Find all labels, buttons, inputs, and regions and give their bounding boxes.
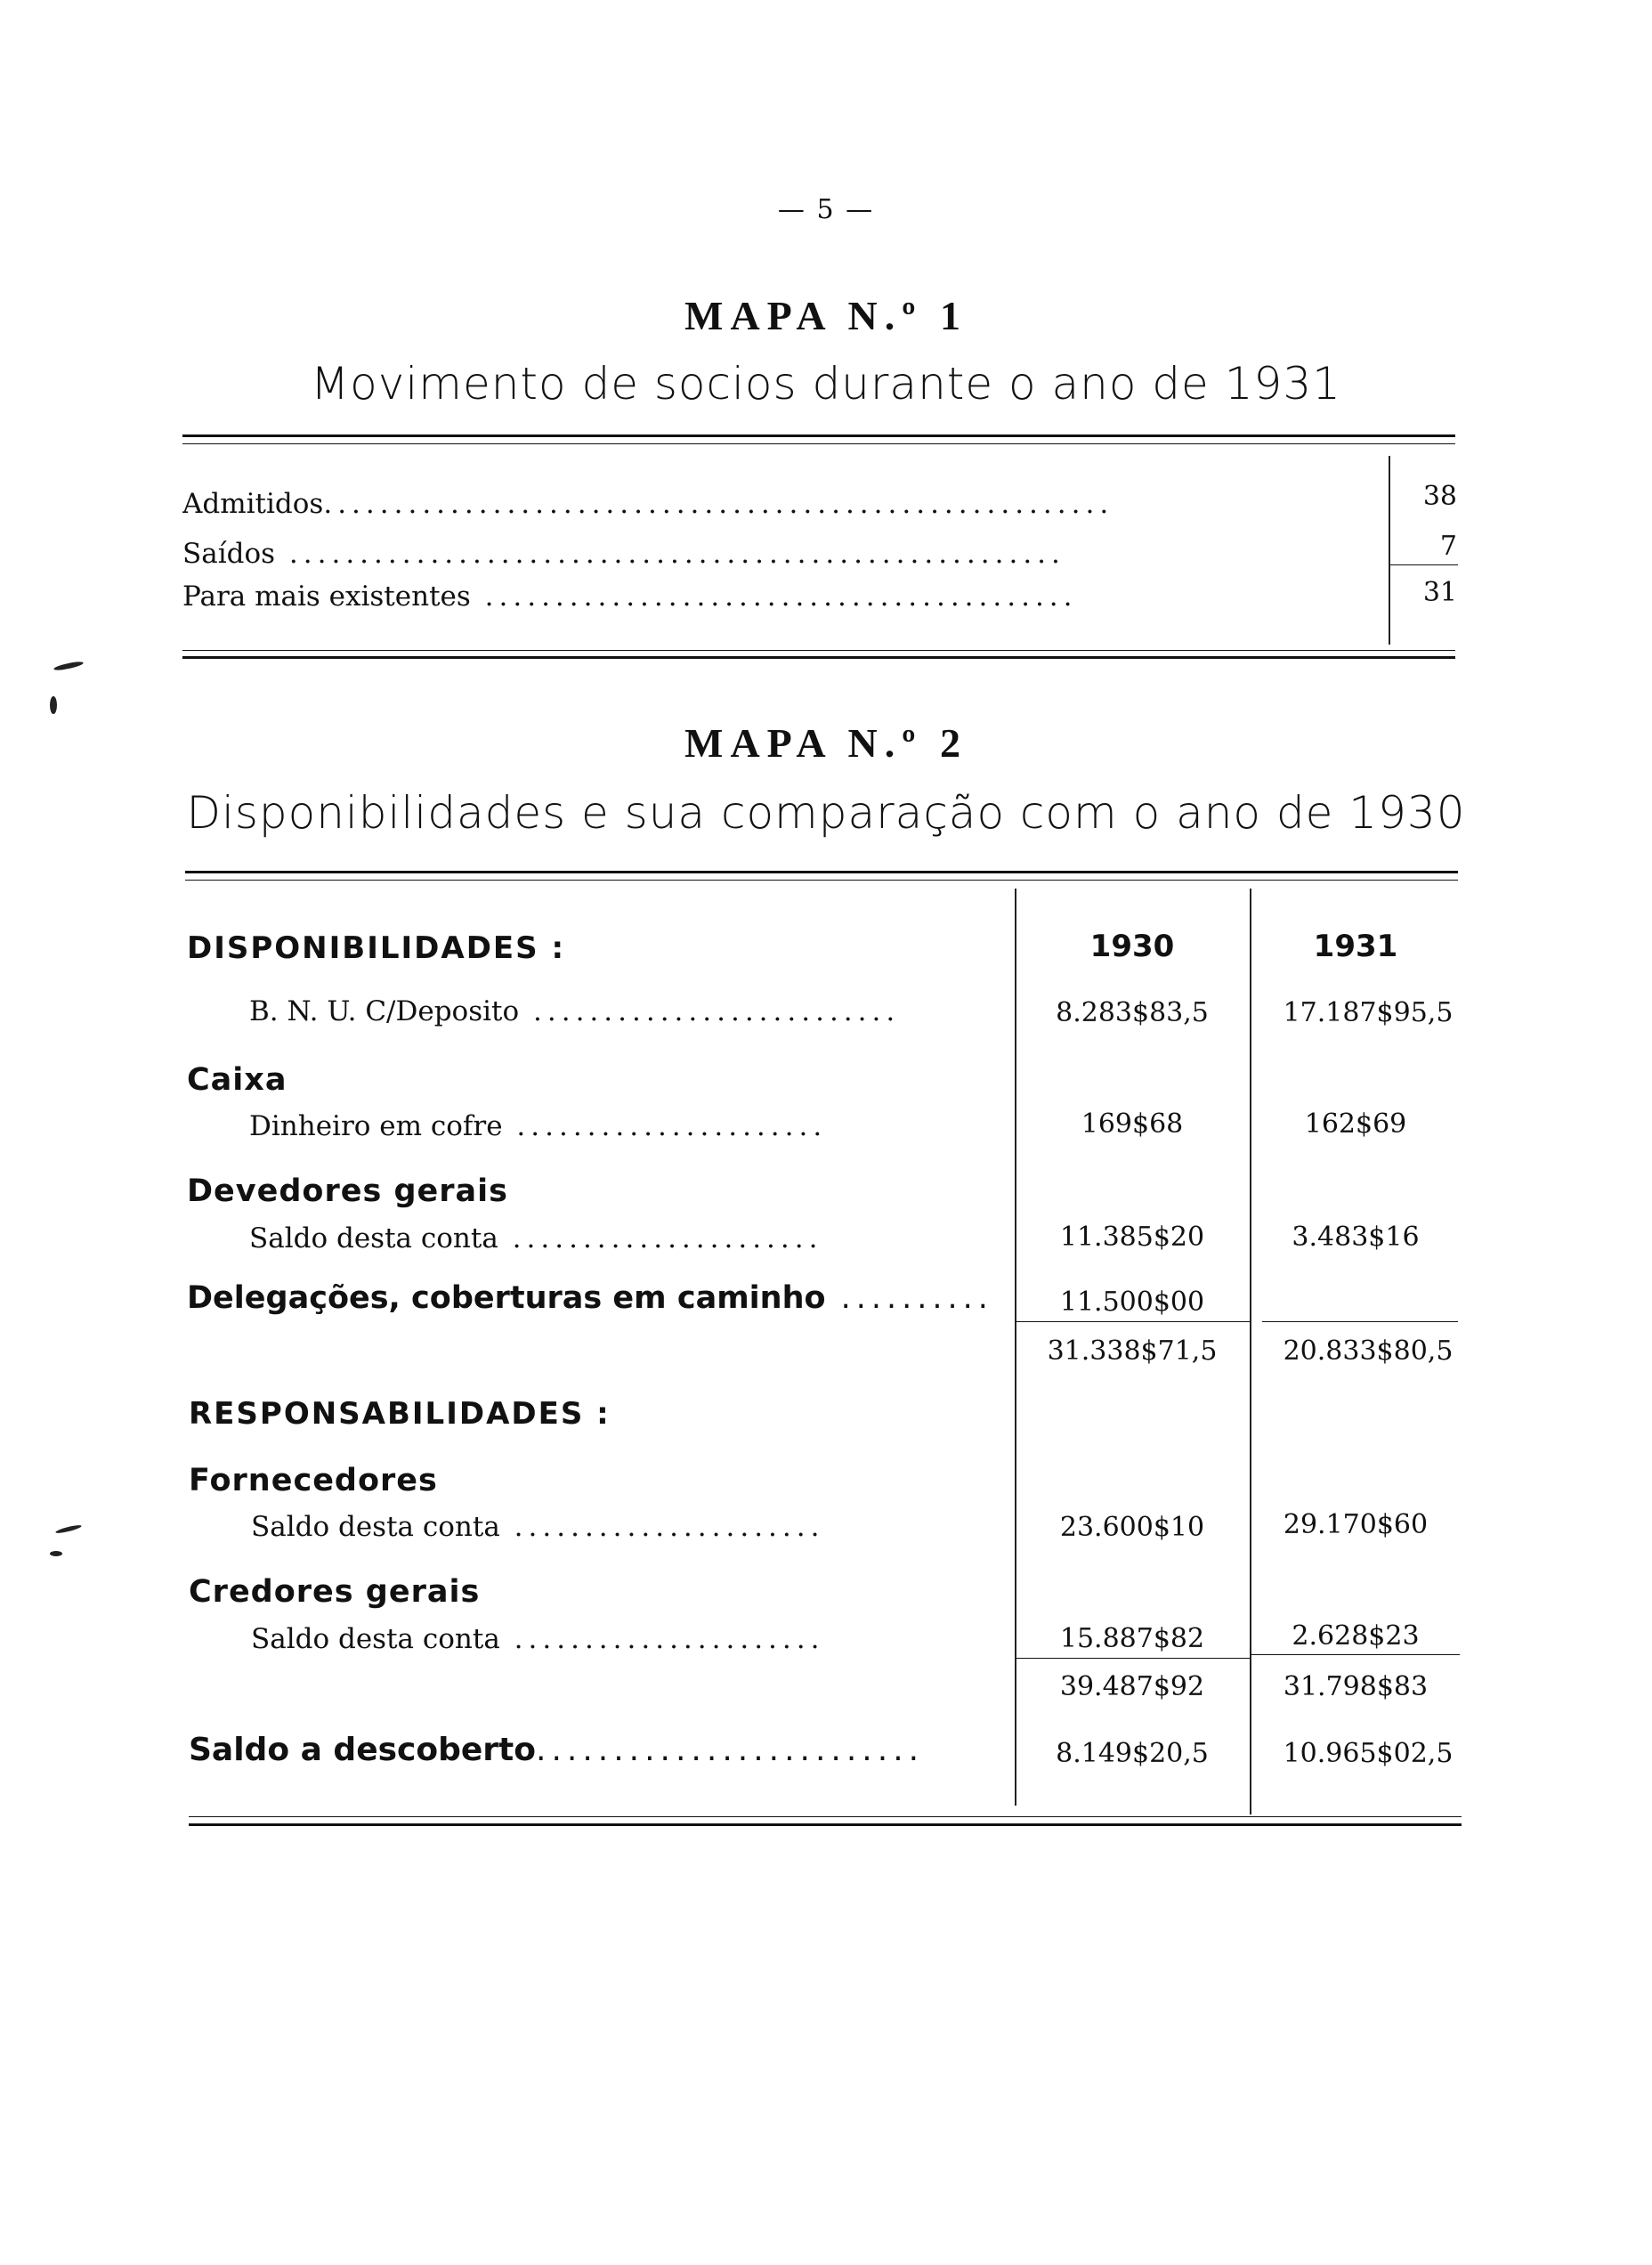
map1-row-label: Saídos [182, 538, 276, 570]
devedores-value-1930: 11.385$20 [1059, 1222, 1205, 1253]
credores-value-1930: 15.887$82 [1059, 1623, 1205, 1654]
map1-bottom-rule-thin [182, 650, 1455, 651]
page-number: — 5 — [777, 194, 875, 225]
column-header-1930: 1930 [1089, 929, 1175, 964]
caixa-label: Dinheiro em cofre [249, 1110, 503, 1142]
fornecedores-heading: Fornecedores [189, 1463, 438, 1498]
delegacoes-label: Delegações, coberturas em caminho [187, 1280, 826, 1316]
scan-speck [50, 696, 57, 714]
map1-row-value: 38 [1422, 481, 1457, 512]
scan-speck [55, 1523, 82, 1534]
bnu-label: B. N. U. C/Deposito [249, 995, 520, 1027]
saldo-value-1931: 10.965$02,5 [1283, 1738, 1454, 1769]
credores-label: Saldo desta conta [251, 1623, 500, 1655]
credores-value-1931: 2.628$23 [1292, 1620, 1420, 1652]
total-disp-1931: 20.833$80,5 [1283, 1335, 1454, 1367]
total-disp-1930: 31.338$71,5 [1047, 1335, 1218, 1367]
delegacoes-value-1930: 11.500$00 [1059, 1287, 1205, 1318]
devedores-heading: Devedores gerais [187, 1173, 508, 1209]
scan-speck [50, 1551, 62, 1556]
map1-subtitle: Movimento de socios durante o ano de 1931 [311, 358, 1341, 410]
caixa-heading: Caixa [187, 1062, 287, 1098]
map1-row-label: Para mais existentes [182, 580, 471, 613]
total-disp-rule-1931 [1262, 1321, 1458, 1322]
map1-row: Saídos ....................................................... [182, 538, 1065, 570]
map2-top-rule-thin [185, 880, 1458, 881]
map1-subtotal-rule [1390, 564, 1458, 565]
caixa-value-1930: 169$68 [1081, 1108, 1184, 1140]
column-header-1931: 1931 [1313, 929, 1398, 964]
responsabilidades-heading: RESPONSABILIDADES : [189, 1396, 611, 1432]
devedores-row: Saldo desta conta ...................... [249, 1222, 823, 1254]
map1-row-value: 31 [1422, 577, 1457, 608]
total-disp-rule-1930 [1016, 1321, 1250, 1322]
map2-top-rule [185, 871, 1458, 873]
total-resp-rule-1930 [1016, 1658, 1250, 1659]
disponibilidades-heading: DISPONIBILIDADES : [187, 930, 566, 966]
saldo-label: Saldo a descoberto [189, 1732, 536, 1768]
devedores-label: Saldo desta conta [249, 1222, 498, 1254]
map1-column-divider [1389, 456, 1390, 645]
map1-top-rule-thin [182, 443, 1455, 444]
total-resp-1930: 39.487$92 [1059, 1671, 1205, 1702]
credores-heading: Credores gerais [189, 1574, 481, 1610]
map2-bottom-rule [189, 1823, 1462, 1826]
caixa-row: Dinheiro em cofre ...................... [249, 1110, 828, 1142]
bnu-value-1931: 17.187$95,5 [1283, 997, 1454, 1028]
bnu-value-1930: 8.283$83,5 [1056, 997, 1209, 1028]
fornecedores-label: Saldo desta conta [251, 1511, 500, 1543]
map2-bottom-rule-thin [189, 1816, 1462, 1817]
delegacoes-row: Delegações, coberturas em caminho .......... [187, 1280, 993, 1316]
map1-row-value: 7 [1439, 531, 1457, 562]
total-resp-1931: 31.798$83 [1283, 1671, 1429, 1702]
caixa-value-1931: 162$69 [1304, 1108, 1407, 1140]
devedores-value-1931: 3.483$16 [1292, 1222, 1420, 1253]
map1-bottom-rule [182, 656, 1455, 659]
fornecedores-value-1931: 29.170$60 [1283, 1509, 1429, 1540]
fornecedores-value-1930: 23.600$10 [1059, 1512, 1205, 1543]
scan-speck [53, 661, 85, 672]
map1-top-rule [182, 434, 1455, 437]
saldo-row: Saldo a descoberto......................... [189, 1732, 925, 1768]
map1-row: Admitidos........................................................ [182, 488, 1114, 520]
fornecedores-row: Saldo desta conta ...................... [251, 1511, 825, 1543]
bnu-row: B. N. U. C/Deposito .......................... [249, 995, 901, 1027]
map1-row: Para mais existentes .......................................... [182, 580, 1078, 613]
total-resp-rule-1931 [1251, 1654, 1460, 1655]
map2-title: MAPA N.º 2 [684, 720, 968, 766]
map1-row-label: Admitidos [182, 488, 324, 520]
map1-title: MAPA N.º 1 [684, 293, 968, 338]
map2-subtitle: Disponibilidades e sua comparação com o ano de 1930 [186, 787, 1466, 839]
saldo-value-1930: 8.149$20,5 [1056, 1738, 1209, 1769]
credores-row: Saldo desta conta ...................... [251, 1623, 825, 1655]
